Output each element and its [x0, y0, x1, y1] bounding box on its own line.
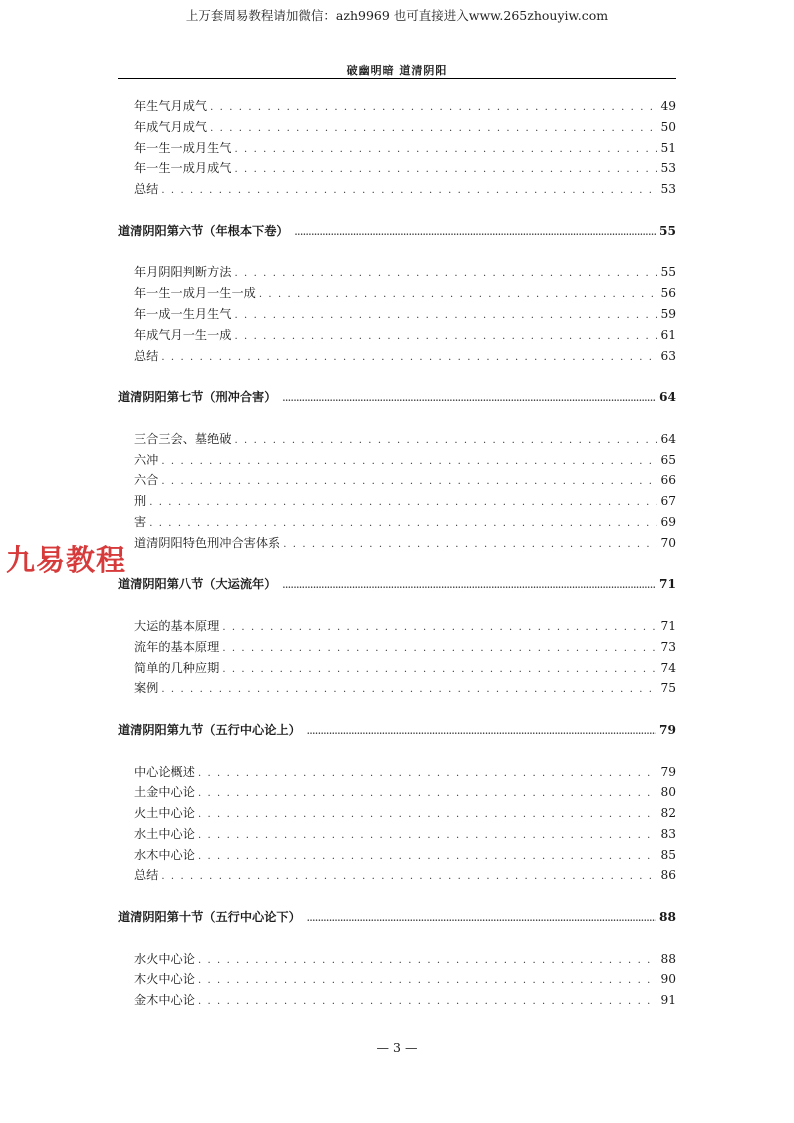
toc-entry[interactable]: [118, 637, 676, 658]
toc-entry[interactable]: [118, 616, 676, 637]
toc-entry-title: 金木中心论: [134, 993, 195, 1008]
toc-entry[interactable]: [118, 969, 676, 990]
toc-entry-page: 83: [660, 826, 676, 841]
dot-leader: [161, 452, 657, 473]
toc-entry[interactable]: [118, 429, 676, 450]
watermark-logo: 九易教程: [6, 543, 127, 577]
toc-entry-page: 85: [660, 847, 676, 862]
toc-entry-page: 55: [660, 265, 676, 280]
dot-leader: [235, 264, 658, 285]
dot-leader: [222, 618, 657, 639]
dot-leader: [161, 348, 657, 369]
toc-entry-page: 75: [660, 681, 676, 696]
toc-entry-page: 69: [660, 514, 676, 529]
spacer: [118, 699, 676, 720]
toc-entry-title: 刑: [134, 494, 147, 509]
toc-entry[interactable]: [118, 512, 676, 533]
toc-entry-page: 63: [660, 348, 676, 363]
toc-entry-title: 水火中心论: [134, 951, 195, 966]
toc-entry[interactable]: [118, 865, 676, 886]
toc-entry[interactable]: [118, 96, 676, 117]
dot-leader: [198, 784, 658, 805]
toc-entry-title: 土金中心论: [134, 785, 195, 800]
header-rule: [118, 78, 676, 79]
dot-leader: [282, 388, 656, 409]
dot-leader: [198, 971, 658, 992]
toc-entry-page: 73: [660, 639, 676, 654]
spacer: [118, 242, 676, 263]
toc-entry[interactable]: [118, 262, 676, 283]
toc-entry[interactable]: [118, 491, 676, 512]
toc-entry-page: 82: [660, 806, 676, 821]
toc-entry-title: 年一成一生月生气: [134, 306, 232, 321]
toc-entry[interactable]: [118, 325, 676, 346]
spacer: [118, 886, 676, 907]
toc-entry-page: 51: [660, 140, 676, 155]
toc-entry[interactable]: [118, 117, 676, 138]
table-of-contents: [118, 96, 676, 1011]
toc-entry[interactable]: [118, 304, 676, 325]
toc-entry-title: 六合: [134, 473, 159, 488]
toc-entry-title: 水木中心论: [134, 847, 195, 862]
dot-leader: [149, 514, 657, 535]
toc-entry[interactable]: [118, 782, 676, 803]
toc-entry[interactable]: [118, 824, 676, 845]
dot-leader: [198, 805, 658, 826]
dot-leader: [161, 181, 657, 202]
toc-section-heading-page: 64: [659, 390, 676, 405]
dot-leader: [307, 908, 656, 929]
toc-entry-page: 59: [660, 306, 676, 321]
toc-entry-title: 三合三会、墓绝破: [134, 431, 232, 446]
dot-leader: [295, 222, 656, 243]
toc-entry-page: 56: [660, 286, 676, 301]
toc-entry[interactable]: [118, 158, 676, 179]
dot-leader: [161, 867, 657, 888]
dot-leader: [259, 285, 658, 306]
toc-entry[interactable]: [118, 803, 676, 824]
toc-entry-page: 61: [660, 327, 676, 342]
toc-entry[interactable]: [118, 533, 676, 554]
toc-entry-title: 年一生一成月生气: [134, 140, 232, 155]
toc-entry-title: 总结: [134, 348, 159, 363]
toc-entry-page: 66: [660, 473, 676, 488]
dot-leader: [282, 575, 656, 596]
toc-entry-title: 年一生一成月成气: [134, 161, 232, 176]
toc-entry-page: 53: [660, 161, 676, 176]
toc-entry-title: 流年的基本原理: [134, 639, 220, 654]
toc-entry[interactable]: [118, 283, 676, 304]
toc-entry-title: 六冲: [134, 452, 159, 467]
dot-leader: [198, 826, 658, 847]
toc-section-heading-page: 55: [659, 223, 676, 238]
toc-section-heading-page: 88: [659, 910, 676, 925]
toc-entry-title: 总结: [134, 868, 159, 883]
toc-entry-title: 害: [134, 514, 147, 529]
toc-entry[interactable]: [118, 138, 676, 159]
toc-section-heading-title: 道清阴阳第七节（刑冲合害）: [118, 390, 277, 405]
toc-entry[interactable]: [118, 179, 676, 200]
toc-entry-page: 74: [660, 660, 676, 675]
toc-section-heading[interactable]: [118, 907, 676, 928]
toc-section-heading[interactable]: [118, 387, 676, 408]
toc-section-heading-title: 道清阴阳第八节（大运流年）: [118, 577, 277, 592]
page-number: — 3 —: [376, 1040, 418, 1055]
dot-leader: [235, 327, 658, 348]
toc-entry-title: 案例: [134, 681, 159, 696]
toc-entry-title: 道清阴阳特色刑冲合害体系: [134, 535, 281, 550]
spacer: [118, 200, 676, 221]
toc-entry[interactable]: [118, 762, 676, 783]
dot-leader: [198, 951, 658, 972]
toc-section-heading-title: 道清阴阳第六节（年根本下卷）: [118, 223, 289, 238]
dot-leader: [161, 472, 657, 493]
toc-entry-page: 70: [660, 535, 676, 550]
toc-entry-title: 中心论概述: [134, 764, 195, 779]
dot-leader: [307, 721, 656, 742]
toc-entry-page: 80: [660, 785, 676, 800]
toc-entry-page: 88: [660, 951, 676, 966]
toc-entry-page: 50: [660, 119, 676, 134]
toc-entry-title: 总结: [134, 182, 159, 197]
dot-leader: [161, 680, 657, 701]
toc-entry[interactable]: [118, 949, 676, 970]
dot-leader: [149, 493, 657, 514]
dot-leader: [222, 639, 657, 660]
dot-leader: [198, 992, 658, 1013]
toc-entry-title: 年月阴阳判断方法: [134, 265, 232, 280]
toc-section-heading-page: 79: [659, 722, 676, 737]
toc-entry[interactable]: [118, 845, 676, 866]
dot-leader: [210, 98, 657, 119]
toc-section-heading[interactable]: [118, 221, 676, 242]
spacer: [118, 408, 676, 429]
spacer: [118, 928, 676, 949]
toc-entry-title: 年成气月一生一成: [134, 327, 232, 342]
dot-leader: [198, 847, 658, 868]
spacer: [118, 366, 676, 387]
toc-entry-page: 67: [660, 494, 676, 509]
dot-leader: [235, 431, 658, 452]
toc-section-heading[interactable]: [118, 720, 676, 741]
toc-entry-title: 年一生一成月一生一成: [134, 286, 256, 301]
toc-entry-page: 79: [660, 764, 676, 779]
toc-entry-page: 90: [660, 972, 676, 987]
dot-leader: [198, 764, 658, 785]
toc-entry-title: 年成气月成气: [134, 119, 208, 134]
dot-leader: [235, 160, 658, 181]
dot-leader: [235, 306, 658, 327]
toc-entry-title: 木火中心论: [134, 972, 195, 987]
toc-entry[interactable]: [118, 678, 676, 699]
toc-entry-page: 49: [660, 99, 676, 113]
running-head: 破幽明暗 道清阴阳: [346, 64, 448, 77]
toc-section-heading[interactable]: [118, 574, 676, 595]
toc-entry-title: 年生气月成气: [134, 99, 208, 113]
toc-entry-title: 简单的几种应期: [134, 660, 220, 675]
toc-entry-page: 53: [660, 182, 676, 197]
toc-entry-title: 火土中心论: [134, 806, 195, 821]
spacer: [118, 595, 676, 616]
toc-entry-page: 65: [660, 452, 676, 467]
dot-leader: [283, 535, 657, 556]
toc-section-heading-title: 道清阴阳第九节（五行中心论上）: [118, 722, 301, 737]
toc-entry[interactable]: [118, 658, 676, 679]
toc-entry[interactable]: [118, 990, 676, 1011]
spacer: [118, 554, 676, 575]
spacer: [118, 741, 676, 762]
dot-leader: [235, 140, 658, 161]
toc-entry-page: 71: [660, 618, 676, 633]
toc-section-heading-title: 道清阴阳第十节（五行中心论下）: [118, 910, 301, 925]
toc-entry[interactable]: [118, 470, 676, 491]
toc-entry[interactable]: [118, 450, 676, 471]
toc-entry-page: 91: [660, 993, 676, 1008]
dot-leader: [222, 660, 657, 681]
dot-leader: [210, 119, 657, 140]
toc-section-heading-page: 71: [659, 577, 676, 592]
toc-entry-title: 水土中心论: [134, 826, 195, 841]
toc-entry-title: 大运的基本原理: [134, 618, 220, 633]
top-banner: 上万套周易教程请加微信：azh9969 也可直接进入www.265zhouyiw.com: [185, 8, 609, 23]
toc-entry-page: 86: [660, 868, 676, 883]
toc-entry[interactable]: [118, 346, 676, 367]
toc-entry-page: 64: [660, 431, 676, 446]
